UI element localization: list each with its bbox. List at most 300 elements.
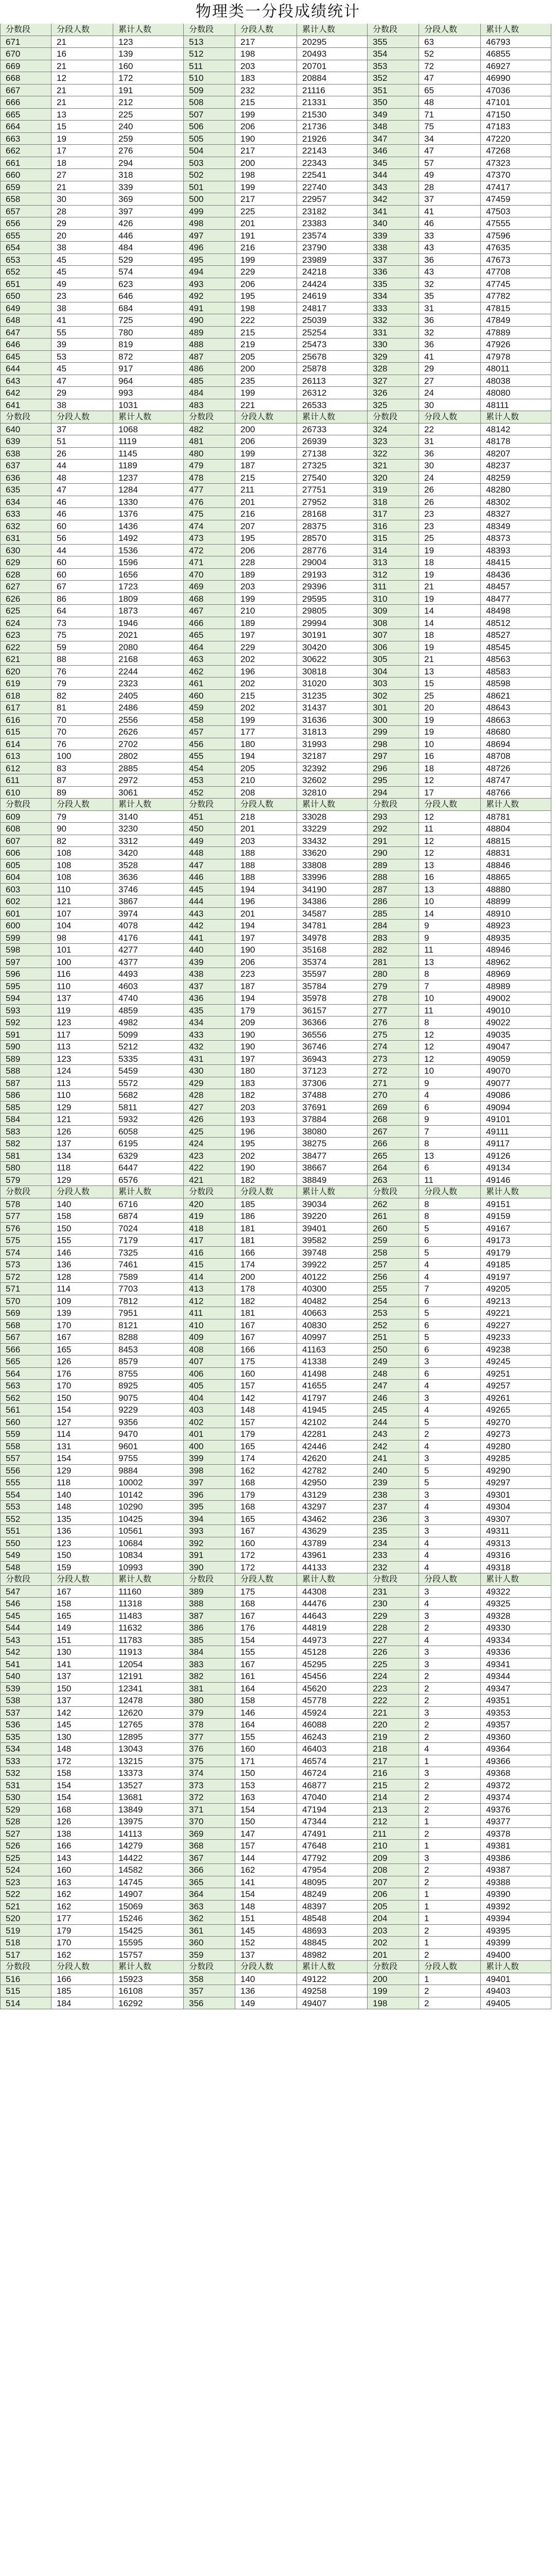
cumulative-cell: 47370	[481, 169, 551, 181]
score-cell: 556	[0, 1465, 51, 1477]
score-cell: 656	[0, 217, 51, 230]
count-cell: 75	[51, 629, 113, 641]
score-cell: 639	[0, 435, 51, 448]
cumulative-cell: 48415	[481, 556, 551, 569]
score-cell: 572	[0, 1271, 51, 1283]
cumulative-cell: 123	[113, 36, 184, 48]
cumulative-cell: 42950	[297, 1477, 368, 1489]
score-cell: 489	[184, 327, 235, 339]
cumulative-cell: 20295	[297, 36, 368, 48]
score-cell: 543	[0, 1634, 51, 1647]
count-cell: 108	[51, 859, 113, 872]
cumulative-cell: 25473	[297, 338, 368, 351]
count-cell: 223	[235, 968, 297, 980]
cumulative-cell: 49400	[481, 1949, 551, 1961]
count-cell: 12	[419, 1053, 481, 1065]
count-cell: 142	[235, 1392, 297, 1404]
cumulative-cell: 48621	[481, 690, 551, 702]
cumulative-cell: 34978	[297, 932, 368, 944]
score-cell: 325	[368, 399, 419, 412]
score-cell: 504	[184, 145, 235, 157]
count-cell: 82	[51, 690, 113, 702]
score-cell: 514	[0, 1997, 51, 2010]
cumulative-cell: 48747	[481, 774, 551, 787]
score-cell: 652	[0, 266, 51, 278]
count-cell: 57	[419, 157, 481, 170]
cumulative-cell: 49405	[481, 1997, 551, 2010]
score-cell: 213	[368, 1804, 419, 1816]
cumulative-cell: 48899	[481, 895, 551, 908]
cumulative-cell: 49366	[481, 1755, 551, 1768]
cumulative-cell: 36746	[297, 1041, 368, 1053]
count-cell: 60	[51, 520, 113, 533]
cumulative-cell: 47596	[481, 230, 551, 242]
count-cell: 201	[235, 823, 297, 835]
count-cell: 170	[51, 1937, 113, 1949]
header-cell: 分段人数	[419, 411, 481, 423]
score-cell: 334	[368, 290, 419, 302]
cumulative-cell: 47150	[481, 109, 551, 121]
score-cell: 414	[184, 1271, 235, 1283]
count-cell: 200	[235, 1271, 297, 1283]
count-cell: 48	[419, 96, 481, 109]
count-cell: 35	[419, 290, 481, 302]
count-cell: 165	[235, 1440, 297, 1453]
count-cell: 145	[51, 1719, 113, 1731]
cumulative-cell: 49270	[481, 1416, 551, 1429]
cumulative-cell: 32392	[297, 762, 368, 775]
score-cell: 406	[184, 1368, 235, 1380]
cumulative-cell: 11318	[113, 1598, 184, 1610]
score-cell: 659	[0, 181, 51, 194]
score-cell: 226	[368, 1646, 419, 1658]
count-cell: 152	[235, 1937, 297, 1949]
cumulative-cell: 49233	[481, 1331, 551, 1344]
count-cell: 193	[235, 1113, 297, 1126]
cumulative-cell: 6716	[113, 1198, 184, 1211]
score-cell: 597	[0, 956, 51, 969]
count-cell: 76	[51, 666, 113, 678]
cumulative-cell: 25254	[297, 327, 368, 339]
cumulative-cell: 21736	[297, 121, 368, 133]
cumulative-cell: 47344	[297, 1816, 368, 1828]
count-cell: 139	[51, 1307, 113, 1319]
cumulative-cell: 446	[113, 230, 184, 242]
score-cell: 410	[184, 1319, 235, 1332]
count-cell: 27	[419, 375, 481, 387]
cumulative-cell: 529	[113, 254, 184, 266]
count-cell: 7	[419, 1283, 481, 1295]
count-cell: 154	[51, 1452, 113, 1465]
count-cell: 36	[419, 314, 481, 327]
cumulative-cell: 47792	[297, 1852, 368, 1865]
count-cell: 202	[235, 677, 297, 690]
cumulative-cell: 819	[113, 338, 184, 351]
score-cell: 526	[0, 1840, 51, 1852]
count-cell: 203	[235, 1101, 297, 1114]
score-cell: 318	[368, 496, 419, 509]
count-cell: 136	[51, 1525, 113, 1537]
cumulative-cell: 48815	[481, 835, 551, 848]
count-cell: 170	[51, 1380, 113, 1392]
score-cell: 252	[368, 1319, 419, 1332]
cumulative-cell: 48142	[481, 423, 551, 436]
cumulative-cell: 49022	[481, 1016, 551, 1029]
count-cell: 89	[51, 787, 113, 799]
score-cell: 636	[0, 472, 51, 484]
score-cell: 492	[184, 290, 235, 302]
count-cell: 18	[419, 556, 481, 569]
score-cell: 385	[184, 1634, 235, 1647]
cumulative-cell: 48477	[481, 593, 551, 605]
cumulative-cell: 49387	[481, 1864, 551, 1876]
count-cell: 82	[51, 835, 113, 848]
count-cell: 4	[419, 1259, 481, 1271]
count-cell: 29	[419, 363, 481, 375]
cumulative-cell: 35168	[297, 944, 368, 956]
cumulative-cell: 1189	[113, 460, 184, 472]
score-cell: 448	[184, 847, 235, 859]
count-cell: 167	[51, 1586, 113, 1598]
count-cell: 108	[51, 847, 113, 859]
cumulative-cell: 48302	[481, 496, 551, 509]
count-cell: 43	[419, 242, 481, 254]
header-cell: 分段人数	[235, 24, 297, 36]
cumulative-cell: 47323	[481, 157, 551, 170]
count-cell: 172	[235, 1549, 297, 1562]
count-cell: 36	[419, 448, 481, 460]
cumulative-cell: 49392	[481, 1901, 551, 1913]
count-cell: 49	[419, 169, 481, 181]
cumulative-cell: 40830	[297, 1319, 368, 1332]
count-cell: 199	[235, 714, 297, 726]
score-cell: 634	[0, 496, 51, 509]
cumulative-cell: 48781	[481, 811, 551, 823]
score-cell: 565	[0, 1355, 51, 1368]
count-cell: 200	[235, 363, 297, 375]
cumulative-cell: 49403	[481, 1985, 551, 1997]
count-cell: 38	[51, 399, 113, 412]
score-cell: 288	[368, 871, 419, 884]
score-cell: 592	[0, 1016, 51, 1029]
score-cell: 553	[0, 1501, 51, 1513]
cumulative-cell: 2556	[113, 714, 184, 726]
count-cell: 79	[51, 677, 113, 690]
cumulative-cell: 574	[113, 266, 184, 278]
count-cell: 216	[235, 242, 297, 254]
header-cell: 分段人数	[51, 1573, 113, 1586]
cumulative-cell: 7812	[113, 1295, 184, 1308]
score-cell: 388	[184, 1598, 235, 1610]
cumulative-cell: 43129	[297, 1489, 368, 1501]
count-cell: 160	[51, 1864, 113, 1876]
count-cell: 16	[419, 750, 481, 762]
count-cell: 142	[51, 1707, 113, 1719]
count-cell: 75	[419, 121, 481, 133]
score-cell: 258	[368, 1247, 419, 1259]
score-cell: 317	[368, 508, 419, 520]
score-cell: 255	[368, 1283, 419, 1295]
cumulative-cell: 49151	[481, 1198, 551, 1211]
count-cell: 39	[51, 338, 113, 351]
cumulative-cell: 46927	[481, 60, 551, 73]
cumulative-cell: 25039	[297, 314, 368, 327]
score-cell: 243	[368, 1428, 419, 1440]
count-cell: 12	[419, 835, 481, 848]
score-cell: 661	[0, 157, 51, 170]
score-cell: 365	[184, 1876, 235, 1889]
score-cell: 545	[0, 1610, 51, 1622]
score-cell: 268	[368, 1113, 419, 1126]
cumulative-cell: 42102	[297, 1416, 368, 1429]
score-cell: 525	[0, 1852, 51, 1865]
count-cell: 128	[51, 1271, 113, 1283]
cumulative-cell: 2244	[113, 666, 184, 678]
cumulative-cell: 160	[113, 60, 184, 73]
score-cell: 496	[184, 242, 235, 254]
count-cell: 23	[51, 290, 113, 302]
count-cell: 41	[419, 351, 481, 363]
score-cell: 206	[368, 1888, 419, 1901]
count-cell: 49	[51, 278, 113, 291]
score-cell: 218	[368, 1743, 419, 1755]
cumulative-cell: 23182	[297, 206, 368, 218]
cumulative-cell: 46243	[297, 1731, 368, 1743]
count-cell: 3	[419, 1852, 481, 1865]
count-cell: 5	[419, 1247, 481, 1259]
cumulative-cell: 29595	[297, 593, 368, 605]
cumulative-cell: 48498	[481, 605, 551, 617]
count-cell: 46	[51, 496, 113, 509]
count-cell: 3	[419, 1525, 481, 1537]
count-cell: 190	[235, 1029, 297, 1041]
count-cell: 79	[51, 811, 113, 823]
count-cell: 149	[235, 1997, 297, 2010]
count-cell: 13	[419, 956, 481, 969]
count-cell: 194	[235, 920, 297, 932]
score-cell: 315	[368, 532, 419, 545]
cumulative-cell: 33808	[297, 859, 368, 872]
score-cell: 502	[184, 169, 235, 181]
cumulative-cell: 49351	[481, 1694, 551, 1707]
cumulative-cell: 872	[113, 351, 184, 363]
count-cell: 65	[419, 84, 481, 97]
score-cell: 463	[184, 653, 235, 666]
cumulative-cell: 38275	[297, 1138, 368, 1150]
count-cell: 3	[419, 1489, 481, 1501]
cumulative-cell: 49347	[481, 1683, 551, 1695]
score-cell: 404	[184, 1392, 235, 1404]
count-cell: 206	[235, 956, 297, 969]
header-cell: 分数段	[368, 411, 419, 423]
count-cell: 28	[419, 181, 481, 194]
header-cell: 分段人数	[51, 1186, 113, 1198]
cumulative-cell: 3230	[113, 823, 184, 835]
count-cell: 12	[419, 847, 481, 859]
cumulative-cell: 49307	[481, 1513, 551, 1526]
count-cell: 98	[51, 932, 113, 944]
score-cell: 351	[368, 84, 419, 97]
count-cell: 30	[51, 193, 113, 206]
cumulative-cell: 43961	[297, 1549, 368, 1562]
cumulative-cell: 7461	[113, 1259, 184, 1271]
count-cell: 37	[51, 423, 113, 436]
cumulative-cell: 48011	[481, 363, 551, 375]
score-cell: 222	[368, 1694, 419, 1707]
score-cell: 309	[368, 605, 419, 617]
cumulative-cell: 22541	[297, 169, 368, 181]
score-cell: 333	[368, 302, 419, 315]
count-cell: 209	[235, 1016, 297, 1029]
score-cell: 523	[0, 1876, 51, 1889]
cumulative-cell: 49117	[481, 1138, 551, 1150]
score-cell: 497	[184, 230, 235, 242]
score-cell: 485	[184, 375, 235, 387]
count-cell: 174	[235, 1452, 297, 1465]
cumulative-cell: 44476	[297, 1598, 368, 1610]
score-cell: 542	[0, 1646, 51, 1658]
cumulative-column	[481, 24, 551, 2009]
count-cell: 167	[235, 1331, 297, 1344]
cumulative-cell: 48436	[481, 569, 551, 581]
count-cell: 8	[419, 1138, 481, 1150]
score-cell: 356	[184, 1997, 235, 2010]
cumulative-cell: 10834	[113, 1549, 184, 1562]
score-cell: 415	[184, 1259, 235, 1271]
cumulative-cell: 1809	[113, 593, 184, 605]
cumulative-cell: 48583	[481, 666, 551, 678]
cumulative-cell: 46403	[297, 1743, 368, 1755]
count-cell: 21	[419, 581, 481, 593]
cumulative-cell: 31437	[297, 702, 368, 714]
score-cell: 383	[184, 1658, 235, 1671]
cumulative-cell: 48207	[481, 448, 551, 460]
score-cell: 604	[0, 871, 51, 884]
score-cell: 326	[368, 387, 419, 399]
count-cell: 2	[419, 1864, 481, 1876]
count-cell: 155	[235, 1731, 297, 1743]
score-cell: 483	[184, 399, 235, 412]
cumulative-cell: 49265	[481, 1404, 551, 1416]
count-cell: 2	[419, 1925, 481, 1937]
cumulative-cell: 40997	[297, 1331, 368, 1344]
cumulative-cell: 49285	[481, 1452, 551, 1465]
score-cell: 521	[0, 1901, 51, 1913]
score-cell: 214	[368, 1791, 419, 1804]
cumulative-cell: 47708	[481, 266, 551, 278]
count-cell: 3	[419, 1610, 481, 1622]
score-cell: 238	[368, 1489, 419, 1501]
cumulative-cell: 39034	[297, 1198, 368, 1211]
count-cell: 191	[235, 230, 297, 242]
score-cell: 262	[368, 1198, 419, 1211]
score-cell: 462	[184, 666, 235, 678]
count-cell: 2	[419, 1949, 481, 1961]
score-cell: 305	[368, 653, 419, 666]
cumulative-cell: 12341	[113, 1683, 184, 1695]
cumulative-cell: 33996	[297, 871, 368, 884]
header-cell: 分段人数	[419, 1573, 481, 1586]
cumulative-cell: 49344	[481, 1670, 551, 1683]
cumulative-cell: 49341	[481, 1658, 551, 1671]
cumulative-cell: 7589	[113, 1271, 184, 1283]
count-cell: 126	[51, 1126, 113, 1138]
score-cell: 203	[368, 1925, 419, 1937]
score-cell: 518	[0, 1937, 51, 1949]
cumulative-cell: 38477	[297, 1150, 368, 1162]
score-cell: 423	[184, 1150, 235, 1162]
count-cell: 201	[235, 496, 297, 509]
cumulative-cell: 48259	[481, 472, 551, 484]
cumulative-cell: 11483	[113, 1610, 184, 1622]
score-cell: 477	[184, 484, 235, 496]
cumulative-cell: 37488	[297, 1089, 368, 1101]
cumulative-cell: 14745	[113, 1876, 184, 1889]
cumulative-cell: 47183	[481, 121, 551, 133]
count-cell: 38	[51, 242, 113, 254]
count-cell: 70	[51, 714, 113, 726]
count-cell: 52	[419, 48, 481, 60]
cumulative-cell: 684	[113, 302, 184, 315]
count-cell: 6	[419, 1295, 481, 1308]
count-cell: 188	[235, 871, 297, 884]
cumulative-cell: 47635	[481, 242, 551, 254]
score-cell: 216	[368, 1767, 419, 1780]
score-cell: 637	[0, 460, 51, 472]
header-cell: 分数段	[0, 411, 51, 423]
count-cell: 197	[235, 629, 297, 641]
count-cell: 114	[51, 1283, 113, 1295]
score-cell: 290	[368, 847, 419, 859]
score-cell: 320	[368, 472, 419, 484]
count-cell: 162	[51, 1888, 113, 1901]
count-cell: 2	[419, 1876, 481, 1889]
score-cell: 417	[184, 1234, 235, 1247]
score-cell: 426	[184, 1113, 235, 1126]
count-cell: 11	[419, 1005, 481, 1017]
score-cell: 303	[368, 677, 419, 690]
count-cell: 32	[419, 327, 481, 339]
score-cell: 529	[0, 1804, 51, 1816]
count-cell: 166	[51, 1973, 113, 1986]
score-cell: 567	[0, 1331, 51, 1344]
score-cell: 468	[184, 593, 235, 605]
count-cell: 100	[51, 956, 113, 969]
score-cell: 645	[0, 351, 51, 363]
score-cell: 460	[184, 690, 235, 702]
score-cell: 490	[184, 314, 235, 327]
count-cell: 154	[51, 1404, 113, 1416]
cumulative-cell: 37691	[297, 1101, 368, 1114]
count-cell: 168	[235, 1477, 297, 1489]
score-cell: 331	[368, 327, 419, 339]
header-cell: 分数段	[184, 1186, 235, 1198]
score-cell: 372	[184, 1791, 235, 1804]
score-cell: 254	[368, 1295, 419, 1308]
count-cell: 119	[51, 1005, 113, 1017]
cumulative-cell: 48080	[481, 387, 551, 399]
score-cell: 344	[368, 169, 419, 181]
cumulative-cell: 23989	[297, 254, 368, 266]
cumulative-cell: 49134	[481, 1162, 551, 1174]
header-cell: 累计人数	[481, 1573, 551, 1586]
count-cell: 201	[235, 217, 297, 230]
score-cell: 524	[0, 1864, 51, 1876]
cumulative-cell: 13215	[113, 1755, 184, 1768]
score-cell: 480	[184, 448, 235, 460]
cumulative-cell: 32602	[297, 774, 368, 787]
cumulative-cell: 37884	[297, 1113, 368, 1126]
